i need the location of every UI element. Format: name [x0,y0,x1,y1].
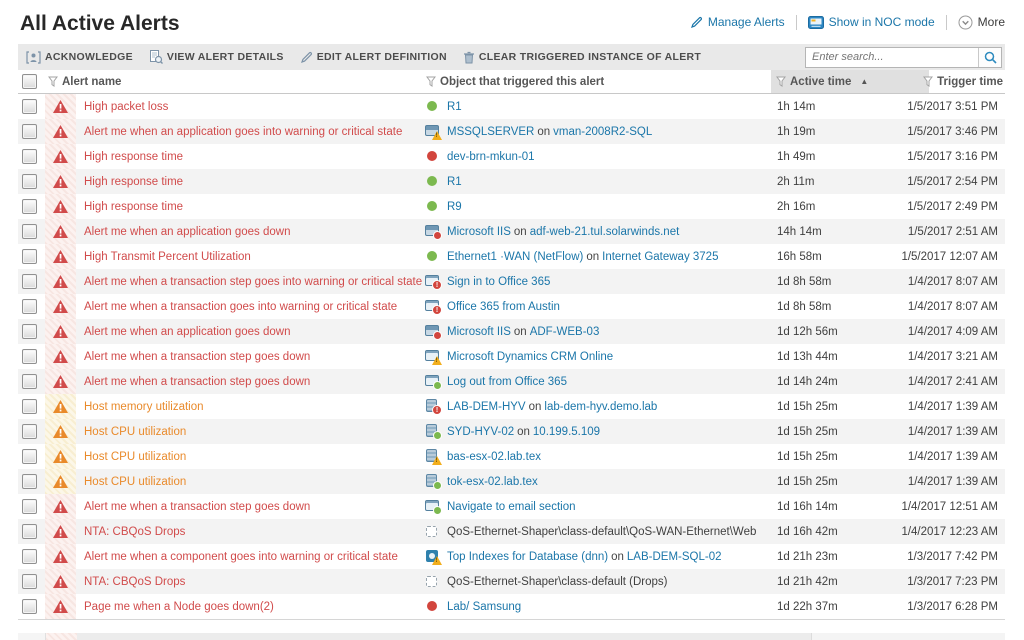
status-badge [433,381,442,390]
sort-ascending-icon: ▲ [860,77,869,86]
show-noc-mode-link[interactable]: Show in NOC mode [808,15,935,29]
severity-triangle-icon [53,425,68,438]
alert-name-link[interactable]: High packet loss [84,100,169,113]
status-badge [432,356,442,365]
noc-screen-icon [808,16,824,29]
severity-triangle-icon [53,550,68,563]
object-status-icon [425,199,442,214]
table-row [18,519,1005,544]
acknowledge-icon [26,51,41,64]
row-checkbox[interactable] [22,174,37,189]
table-row [18,119,1005,144]
alert-name-link[interactable]: Host memory utilization [84,400,204,413]
trigger-time: 1/4/2017 8:07 AM [907,275,998,288]
trigger-time: 1/3/2017 6:28 PM [907,600,998,613]
object-link[interactable]: Navigate to email section [447,500,576,513]
alerts-table [18,70,1005,620]
row-checkbox[interactable] [22,124,37,139]
filter-icon[interactable] [923,76,933,87]
trigger-time: 1/4/2017 1:39 AM [907,425,998,438]
alert-name-link[interactable]: Alert me when a transaction step goes down [84,500,311,513]
row-checkbox[interactable] [22,499,37,514]
object-status-icon [425,124,442,139]
trigger-time: 1/3/2017 7:23 PM [907,575,998,588]
table-row [18,594,1005,619]
title-bar [0,0,1024,44]
object-link[interactable]: R9 [447,200,462,213]
alert-name-link[interactable]: Alert me when a transaction step goes down [84,350,311,363]
search-input[interactable] [806,49,978,66]
object-status-icon [425,399,442,414]
page-title: All Active Alerts [20,12,180,35]
active-time: 1d 21h 23m [777,550,838,563]
object-status-icon [425,349,442,364]
search-box [805,47,1002,68]
object-status-icon [425,299,442,314]
alert-name-link[interactable]: High response time [84,200,184,213]
table-body [18,94,1005,619]
table-row [18,269,1005,294]
trigger-time: 1/5/2017 2:51 AM [907,225,998,238]
object-status-icon [425,374,442,389]
object-link[interactable]: Top Indexes for Database (dnn) [447,550,609,563]
filter-icon[interactable] [48,76,58,87]
trigger-time: 1/5/2017 2:54 PM [907,175,998,188]
status-badge [433,506,442,515]
object-conjunction: on [611,550,624,563]
row-checkbox[interactable] [22,249,37,264]
object-status-icon [425,224,442,239]
row-checkbox[interactable] [22,474,37,489]
trigger-time: 1/4/2017 1:39 AM [907,450,998,463]
active-time: 1d 13h 44m [777,350,838,363]
node-icon [427,101,437,111]
severity-triangle-icon [53,375,68,388]
row-checkbox[interactable] [22,599,37,614]
row-checkbox[interactable] [22,149,37,164]
trigger-time: 1/5/2017 3:46 PM [907,125,998,138]
object-status-icon [425,324,442,339]
severity-triangle-icon [53,125,68,138]
alert-name-link[interactable]: Host CPU utilization [84,425,187,438]
trigger-time: 1/4/2017 1:39 AM [907,475,998,488]
active-time: 1h 19m [777,125,816,138]
object-conjunction: on [513,325,527,338]
trigger-time: 1/5/2017 3:51 PM [907,100,998,113]
status-badge [432,131,442,140]
object-link: QoS-Ethernet-Shaper\class-default\QoS-WAN-Ethernet\Web [447,525,757,538]
object-conjunction: on [513,225,527,238]
row-checkbox[interactable] [22,524,37,539]
alert-name-link[interactable]: NTA: CBQoS Drops [84,525,186,538]
severity-triangle-icon [53,175,68,188]
alert-name-link[interactable]: High response time [84,150,184,163]
object-target-link[interactable]: Internet Gateway 3725 [602,250,719,263]
select-all-cell [18,70,45,93]
edit-icon [300,51,313,64]
qos-icon [426,526,437,537]
row-checkbox[interactable] [22,224,37,239]
table-row [18,194,1005,219]
active-time: 1d 21h 42m [777,575,838,588]
table-bottom-border [18,619,1005,620]
object-link[interactable]: MSSQLSERVER [447,125,535,138]
active-time: 1d 8h 58m [777,275,832,288]
table-row [18,444,1005,469]
object-link[interactable]: tok-esx-02.lab.tex [447,475,538,488]
status-badge [432,456,442,465]
more-button[interactable]: More [958,15,1005,30]
table-row [18,144,1005,169]
severity-triangle-icon [53,450,68,463]
severity-triangle-icon [53,100,68,113]
severity-triangle-icon [53,350,68,363]
object-status-icon [425,149,442,164]
object-conjunction: on [528,400,542,413]
trigger-time: 1/5/2017 2:49 PM [907,200,998,213]
trigger-time: 1/3/2017 7:42 PM [907,550,998,563]
trigger-time: 1/4/2017 3:21 AM [907,350,998,363]
table-row [18,544,1005,569]
chevron-down-circle-icon [958,15,973,30]
column-header-object[interactable]: Object that triggered this alert [424,70,771,93]
object-conjunction: on [517,425,530,438]
row-checkbox[interactable] [22,199,37,214]
object-link[interactable]: R1 [447,100,462,113]
status-badge [433,231,442,240]
trigger-time: 1/4/2017 1:39 AM [907,400,998,413]
object-link[interactable]: Microsoft IIS [447,225,511,238]
status-badge [432,405,442,415]
row-checkbox[interactable] [22,299,37,314]
active-time: 2h 16m [777,200,816,213]
acknowledge-button[interactable]: ACKNOWLEDGE [18,44,141,70]
object-link[interactable]: Sign in to Office 365 [447,275,551,288]
object-conjunction: on [586,250,600,263]
active-time: 1d 16h 14m [777,500,838,513]
view-alert-details-button[interactable]: VIEW ALERT DETAILS [141,44,292,70]
active-time: 1d 15h 25m [777,450,838,463]
clear-triggered-instance-button[interactable]: CLEAR TRIGGERED INSTANCE OF ALERT [455,44,709,70]
filter-icon[interactable] [776,76,786,87]
active-time: 16h 58m [777,250,822,263]
table-row [18,244,1005,269]
alert-name-link[interactable]: Page me when a Node goes down(2) [84,600,274,613]
row-checkbox[interactable] [22,324,37,339]
severity-triangle-icon [53,475,68,488]
object-status-icon [425,549,442,564]
table-row [18,169,1005,194]
table-row [18,344,1005,369]
severity-triangle-icon [53,500,68,513]
object-link[interactable]: SYD-HYV-02 [447,425,515,438]
severity-triangle-icon [53,250,68,263]
status-badge [432,556,442,565]
active-time: 1h 49m [777,150,816,163]
object-link[interactable]: Microsoft IIS [447,325,511,338]
severity-triangle-icon [53,325,68,338]
object-link[interactable]: R1 [447,175,462,188]
object-link[interactable]: Log out from Office 365 [447,375,567,388]
active-time: 14h 14m [777,225,822,238]
object-target-link[interactable]: adf-web-21.tul.solarwinds.net [529,225,680,238]
active-time: 1d 12h 56m [777,325,838,338]
alert-name-link[interactable]: Alert me when a transaction step goes down [84,375,311,388]
status-badge [433,431,442,440]
trigger-time: 1/4/2017 12:23 AM [901,525,998,538]
trash-icon [463,51,475,64]
severity-triangle-icon [53,225,68,238]
row-checkbox[interactable] [22,449,37,464]
object-link[interactable]: Lab/ Samsung [447,600,522,613]
object-status-icon [425,449,442,464]
object-status-icon [425,99,442,114]
node-icon [427,251,437,261]
table-row [18,494,1005,519]
node-icon [427,601,437,611]
active-time: 1d 14h 24m [777,375,838,388]
severity-triangle-icon [53,200,68,213]
object-status-icon [425,524,442,539]
trigger-time: 1/5/2017 12:07 AM [901,250,998,263]
search-button[interactable] [978,48,1001,67]
alert-name-link[interactable]: Alert me when a component goes into warning or critical state [84,550,398,563]
object-link[interactable]: LAB-DEM-HYV [447,400,526,413]
object-link[interactable]: Microsoft Dynamics CRM Online [447,350,614,363]
divider [796,15,797,30]
alert-name-link[interactable]: NTA: CBQoS Drops [84,575,186,588]
severity-triangle-icon [53,300,68,313]
table-row [18,469,1005,494]
object-target-link[interactable]: LAB-DEM-SQL-02 [626,550,722,563]
object-conjunction: on [537,125,551,138]
view-details-icon [149,50,163,64]
trigger-time: 1/4/2017 8:07 AM [907,300,998,313]
object-target-link[interactable]: ADF-WEB-03 [529,325,600,338]
active-time: 1h 14m [777,100,816,113]
trigger-time: 1/4/2017 2:41 AM [907,375,998,388]
table-row [18,419,1005,444]
alert-name-link[interactable]: Host CPU utilization [84,475,187,488]
status-badge [433,481,442,490]
status-badge [433,331,442,340]
divider [946,15,947,30]
table-row [18,219,1005,244]
node-icon [427,151,437,161]
object-target-link[interactable]: lab-dem-hyv.demo.lab [544,400,658,413]
alert-name-link[interactable]: Alert me when an application goes down [84,225,291,238]
row-checkbox[interactable] [22,349,37,364]
object-target-link[interactable]: vman-2008R2-SQL [553,125,653,138]
object-status-icon [425,499,442,514]
object-status-icon [425,474,442,489]
row-checkbox[interactable] [22,374,37,389]
active-time: 1d 15h 25m [777,400,838,413]
severity-triangle-icon [53,275,68,288]
object-status-icon [425,274,442,289]
severity-triangle-icon [53,525,68,538]
table-row [18,369,1005,394]
qos-icon [426,576,437,587]
status-badge [432,280,442,290]
active-time: 2h 11m [777,175,815,188]
active-time: 1d 8h 58m [777,300,832,313]
row-checkbox[interactable] [22,574,37,589]
severity-triangle-icon [53,600,68,613]
node-icon [427,176,437,186]
alert-name-link[interactable]: Alert me when a transaction goes into warning or critical state [84,300,398,313]
alert-name-link[interactable]: High Transmit Percent Utilization [84,250,251,263]
object-link[interactable]: dev-brn-mkun-01 [447,150,535,163]
object-status-icon [425,249,442,264]
severity-triangle-icon [53,150,68,163]
alert-name-link[interactable]: Alert me when an application goes down [84,325,291,338]
select-all-checkbox[interactable] [22,74,37,89]
alerts-toolbar [18,44,1005,70]
active-time: 1d 16h 42m [777,525,838,538]
active-time: 1d 15h 25m [777,475,838,488]
pencil-icon [690,16,703,29]
object-status-icon [425,174,442,189]
manage-alerts-link[interactable]: Manage Alerts [690,15,785,29]
object-link[interactable]: bas-esx-02.lab.tex [447,450,541,463]
node-icon [427,201,437,211]
row-checkbox[interactable] [22,424,37,439]
object-status-icon [425,574,442,589]
object-link[interactable]: Ethernet1 ·WAN (NetFlow) [447,250,584,263]
object-link: QoS-Ethernet-Shaper\class-default (Drops) [447,575,668,588]
column-header-active-time[interactable]: Active time ▲ [771,70,929,93]
trigger-time: 1/4/2017 12:51 AM [901,500,998,513]
edit-alert-definition-button[interactable]: EDIT ALERT DEFINITION [292,44,455,70]
alert-name-link[interactable]: Alert me when an application goes into warning or critical state [84,125,403,138]
object-status-icon [425,424,442,439]
alert-name-link[interactable]: High response time [84,175,184,188]
alert-name-link[interactable]: Alert me when a transaction step goes into warning or critical state [84,275,423,288]
row-checkbox[interactable] [22,399,37,414]
table-row [18,319,1005,344]
row-checkbox[interactable] [22,274,37,289]
object-link[interactable]: Office 365 from Austin [447,300,560,313]
table-row [18,569,1005,594]
alert-name-link[interactable]: Host CPU utilization [84,450,187,463]
object-status-icon [425,599,442,614]
filter-icon[interactable] [426,76,436,87]
column-header-trigger-time[interactable]: Trigger time [929,70,1005,93]
row-checkbox[interactable] [22,99,37,114]
table-row [18,294,1005,319]
row-checkbox[interactable] [22,549,37,564]
title-links [690,0,1005,44]
partial-next-row [18,633,1005,640]
trigger-time: 1/5/2017 3:16 PM [907,150,998,163]
active-time: 1d 22h 37m [777,600,838,613]
table-row [18,394,1005,419]
table-row [18,94,1005,119]
table-header [18,70,1005,94]
trigger-time: 1/4/2017 4:09 AM [907,325,998,338]
object-target-link[interactable]: 10.199.5.109 [532,425,601,438]
severity-triangle-icon [53,575,68,588]
severity-triangle-icon [53,400,68,413]
status-badge [432,305,442,315]
active-time: 1d 15h 25m [777,425,838,438]
search-icon [984,51,997,64]
column-header-alert-name[interactable]: Alert name [45,70,424,93]
